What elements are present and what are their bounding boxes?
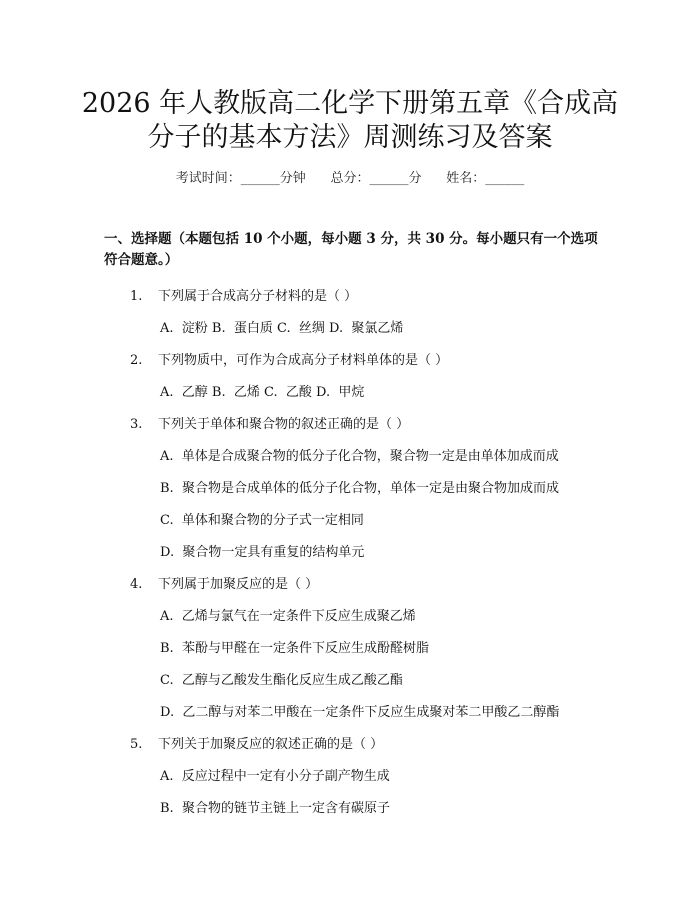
question-3-option-b: B. 聚合物是合成单体的低分子化合物，单体一定是由聚合物加成而成 [160,481,559,496]
question-number: 3. [130,417,143,432]
question-4-option-a: A. 乙烯与氯气在一定条件下反应生成聚乙烯 [160,609,416,624]
question-5-option-b: B. 聚合物的链节主链上一定含有碳原子 [160,801,390,816]
question-text: 下列关于加聚反应的叙述正确的是（ ） [158,737,384,752]
question-number: 5. [130,737,143,752]
exam-info-line: 考试时间：______分钟 总分：______分 姓名：______ [175,171,525,186]
section-heading-line-2: 符合题意。） [104,252,179,268]
question-3-option-a: A. 单体是合成聚合物的低分子化合物，聚合物一定是由单体加成而成 [160,449,559,464]
question-number: 2. [130,353,143,368]
question-2-options: A. 乙醇 B. 乙烯 C. 乙酸 D. 甲烷 [160,385,365,400]
question-4-option-b: B. 苯酚与甲醛在一定条件下反应生成酚醛树脂 [160,641,429,656]
question-3-option-d: D. 聚合物一定具有重复的结构单元 [160,545,365,560]
document-title-line-2: 分子的基本方法》周测练习及答案 [147,122,553,153]
question-3-option-c: C. 单体和聚合物的分子式一定相同 [160,513,364,528]
document-title-line-1: 2026 年人教版高二化学下册第五章《合成高 [81,88,619,119]
question-text: 下列关于单体和聚合物的叙述正确的是（ ） [158,417,410,432]
question-4-option-d: D. 乙二醇与对苯二甲酸在一定条件下反应生成聚对苯二甲酸乙二醇酯 [160,705,560,720]
section-heading-line-1: 一、选择题（本题包括 10 个小题，每小题 3 分，共 30 分。每小题只有一个选项 [104,231,598,247]
question-5-option-a: A. 反应过程中一定有小分子副产物生成 [160,769,390,784]
question-4 [130,573,318,592]
question-text: 下列物质中，可作为合成高分子材料单体的是（ ） [158,353,449,368]
question-4-option-c: C. 乙醇与乙酸发生酯化反应生成乙酸乙酯 [160,673,403,688]
question-1 [130,285,357,304]
question-number: 4. [130,577,143,592]
question-text: 下列属于加聚反应的是（ ） [158,577,319,592]
question-number: 1. [130,289,143,304]
question-2 [130,349,448,368]
question-3 [130,413,409,432]
question-1-options: A. 淀粉 B. 蛋白质 C. 丝绸 D. 聚氯乙烯 [160,321,404,336]
question-text: 下列属于合成高分子材料的是（ ） [158,289,358,304]
question-5 [130,733,383,752]
